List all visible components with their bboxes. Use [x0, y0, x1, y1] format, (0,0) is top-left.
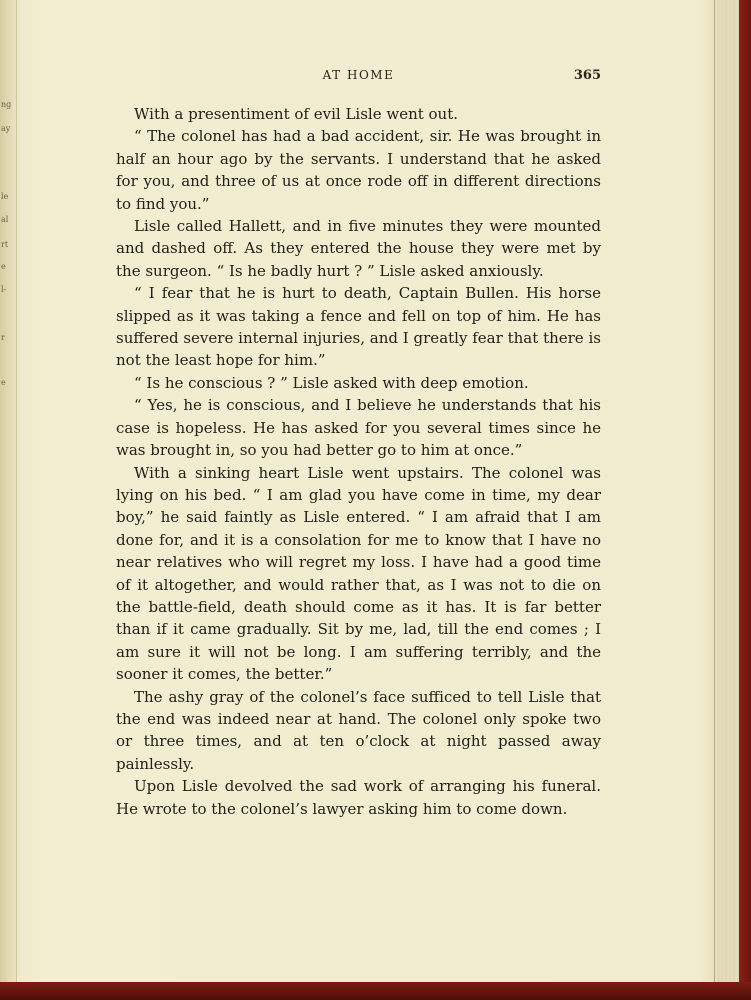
paragraph: The ashy gray of the colonel’s face sufficed to tell Lisle that the end was indeed near at hand. The colonel only spoke two or three times, and at ten o’clock at night passed away painlessly.: [116, 687, 601, 773]
paragraph: With a presentiment of evil Lisle went out.: [134, 105, 459, 123]
paragraph: Upon Lisle devolved the sad work of arranging his funeral. He wrote to the colonel’s lawyer asking him to come down.: [116, 777, 601, 818]
paragraph: With a sinking heart Lisle went upstairs. The colonel was lying on his bed. “ I am glad you have come in time, my dear boy,” he said faintly as Lisle entered. “ I am afraid that I am done for, and it is a consolation for me to know that I have no near relatives who will regret my loss. I have had a good time of it altogether, and would rather that, as I was not to die on the battle-field, death should come as it has. It is far better than if it came gradually. Sit by me, lad, till the end comes ; I am sure it will not be long. I am suffering terribly, and the sooner it comes, the better.”: [116, 463, 601, 684]
book-cover-bottom: [0, 982, 751, 1000]
paragraph: “ I fear that he is hurt to death, Captain Bullen. His horse slipped as it was taking a fence and fell on top of him. He has suffered severe internal injuries, and I greatly fear that there is not the least hope for him.”: [116, 284, 601, 370]
page-number: 365: [573, 68, 601, 83]
paragraph: “ Is he conscious ? ” Lisle asked with deep emotion.: [134, 373, 529, 392]
gutter-fragment: rt: [1, 240, 9, 249]
paragraph: “ Yes, he is conscious, and I believe he understands that his case is hopeless. He has asked for you several times since he was brought in, so you had better go to him at once.”: [116, 396, 601, 460]
gutter-fragment: le: [1, 192, 9, 201]
gutter-fragment: l-: [1, 285, 7, 294]
gutter-fragment: ay: [1, 124, 11, 133]
gutter-fragment: e: [1, 378, 6, 387]
gutter-fragment: al: [1, 215, 9, 224]
gutter-fragment: r: [1, 333, 5, 342]
paragraph: “ The colonel has had a bad accident, sir. He was brought in half an hour ago by the servants. I understand that he asked for you, and three of us at once rode off in different directions to find you.”: [116, 127, 601, 213]
previous-page-gutter: [0, 0, 17, 1000]
page-header: [116, 68, 601, 86]
running-head: AT HOME: [322, 68, 395, 82]
page-body: [116, 103, 601, 820]
book-cover-edge: [739, 0, 751, 1000]
paragraph: Lisle called Hallett, and in five minutes they were mounted and dashed off. As they entered the house they were met by the surgeon. “ Is he badly hurt ? ” Lisle asked anxiously.: [116, 217, 601, 280]
gutter-fragment: ng: [1, 100, 11, 109]
gutter-fragment: e: [1, 262, 6, 271]
